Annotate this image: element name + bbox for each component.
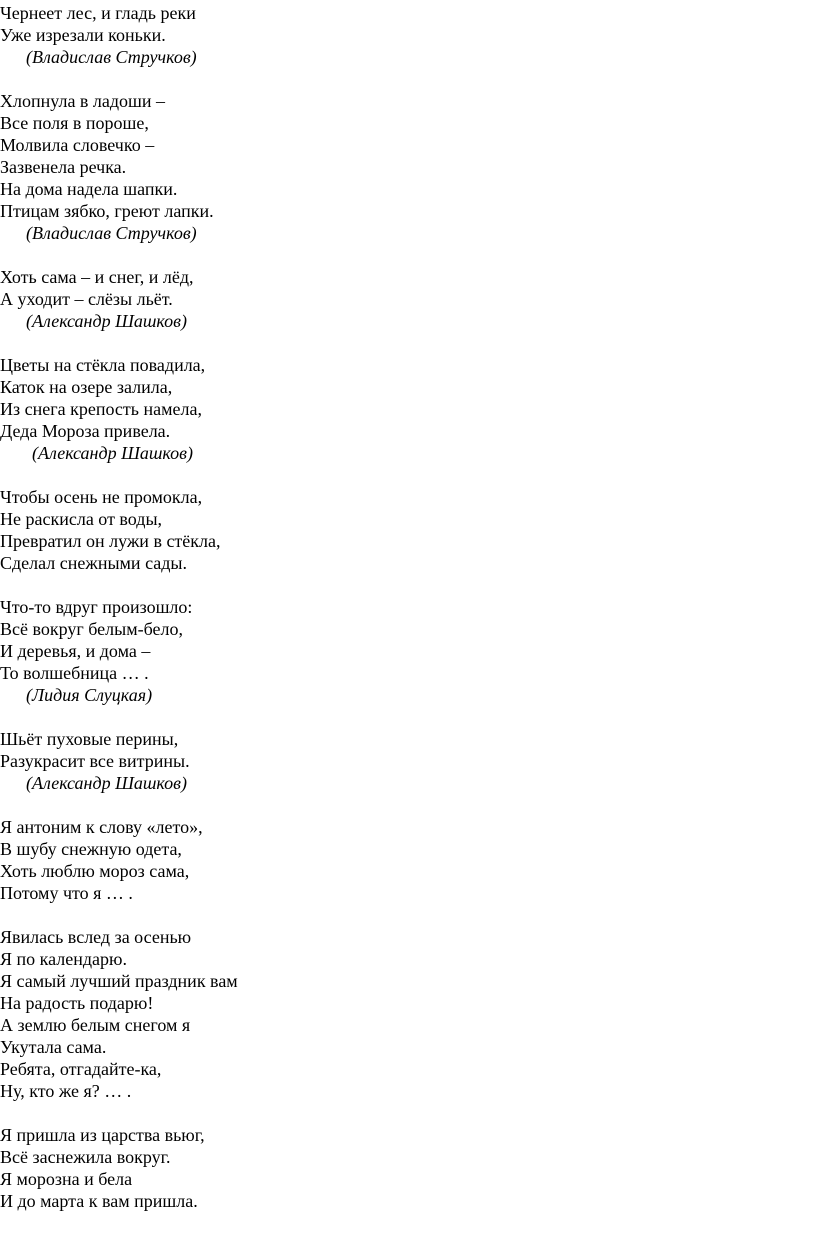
poem-line: Деда Мороза привела. [0, 421, 171, 441]
poem-line: Я по календарю. [0, 949, 127, 969]
poem-line: Всё вокруг белым-бело, [0, 619, 184, 639]
poem-line: А землю белым снегом я [0, 1015, 191, 1035]
poem-line: Все поля в пороше, [0, 113, 149, 133]
poem-line: Хоть люблю мороз сама, [0, 861, 190, 881]
poem-line: Ну, кто же я? … . [0, 1081, 132, 1101]
poem-line: И до марта к вам пришла. [0, 1191, 198, 1211]
poem-line: Всё заснежила вокруг. [0, 1147, 171, 1167]
poem-line: Птицам зябко, греют лапки. [0, 201, 214, 221]
poem-line: На дома надела шапки. [0, 179, 178, 199]
poem-line: В шубу снежную одета, [0, 839, 182, 859]
poem-author: (Лидия Слуцкая) [26, 685, 153, 705]
poem-line: Каток на озере залила, [0, 377, 173, 397]
poem-line: Что-то вдруг произошло: [0, 597, 193, 617]
poem-line: Молвила словечко – [0, 135, 155, 155]
poem-author: (Александр Шашков) [32, 443, 193, 463]
poem-line: Я пришла из царства вьюг, [0, 1125, 205, 1145]
poem-author: (Владислав Стручков) [26, 47, 197, 67]
poem-line: Зазвенела речка. [0, 157, 127, 177]
poem-line: Уже изрезали коньки. [0, 25, 166, 45]
poem-line: А уходит – слёзы льёт. [0, 289, 173, 309]
poem-line: Из снега крепость намела, [0, 399, 202, 419]
poem-line: Чтобы осень не промокла, [0, 487, 203, 507]
poem-author: (Владислав Стручков) [26, 223, 197, 243]
poem-line: И деревья, и дома – [0, 641, 151, 661]
poem-line: Превратил он лужи в стёкла, [0, 531, 221, 551]
poem-line: Я антоним к слову «лето», [0, 817, 203, 837]
poem-line: Явилась вслед за осенью [0, 927, 192, 947]
poem-line: Я самый лучший праздник вам [0, 971, 238, 991]
poem-line: На радость подарю! [0, 993, 154, 1013]
poem-line: Укутала сама. [0, 1037, 107, 1057]
poem-line: Не раскисла от воды, [0, 509, 163, 529]
poem-author: (Александр Шашков) [26, 773, 187, 793]
poem-line: Шьёт пуховые перины, [0, 729, 179, 749]
poem-line: Разукрасит все витрины. [0, 751, 190, 771]
poem-line: Хлопнула в ладоши – [0, 91, 166, 111]
poem-line: Я морозна и бела [0, 1169, 133, 1189]
poem-line: Хоть сама – и снег, и лёд, [0, 267, 194, 287]
poem-line: То волшебница … . [0, 663, 149, 683]
poem-line: Сделал снежными сады. [0, 553, 188, 573]
poem-author: (Александр Шашков) [26, 311, 187, 331]
poem-line: Потому что я … . [0, 883, 133, 903]
poem-line: Чернеет лес, и гладь реки [0, 3, 196, 23]
poem-line: Цветы на стёкла повадила, [0, 355, 206, 375]
poem-line: Ребята, отгадайте-ка, [0, 1059, 162, 1079]
